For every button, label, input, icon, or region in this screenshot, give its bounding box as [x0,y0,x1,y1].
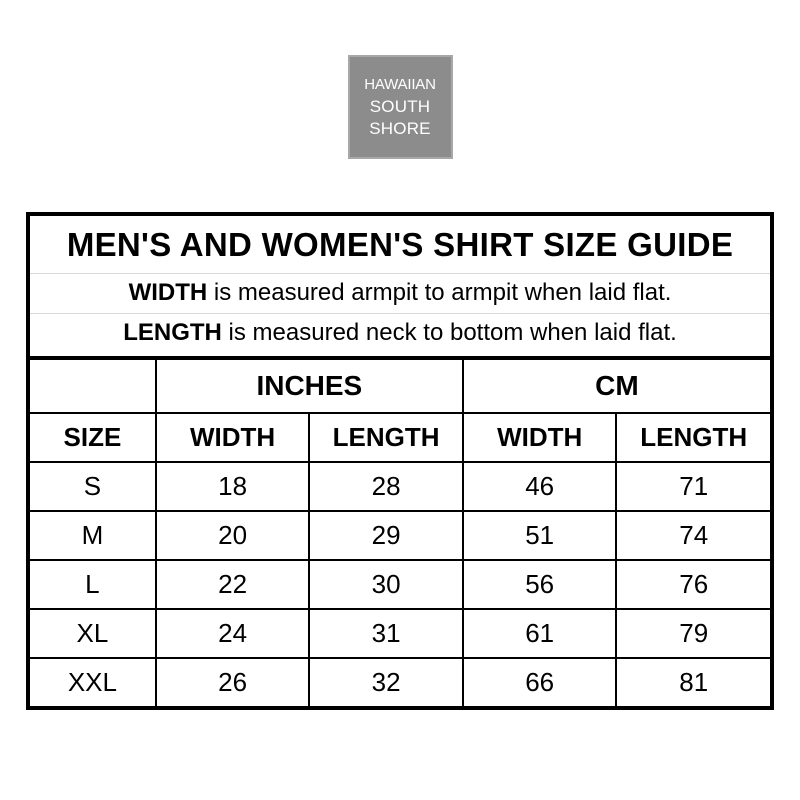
group-header-blank [30,358,156,413]
cell-inches-width: 20 [156,511,310,560]
cell-cm-length: 79 [616,609,770,658]
brand-line-3: SHORE [369,119,431,138]
column-header-inches-length: LENGTH [309,413,463,462]
length-note-text: is measured neck to bottom when laid flat. [221,319,677,347]
width-note [30,273,770,313]
cell-inches-width: 24 [156,609,310,658]
brand-line-1: HAWAIIAN [364,76,436,93]
column-header-cm-width: WIDTH [463,413,617,462]
cell-inches-width: 18 [156,462,310,511]
cell-size: XL [30,609,156,658]
width-note-keyword: WIDTH [128,278,208,306]
cell-inches-length: 29 [309,511,463,560]
cell-cm-width: 51 [463,511,617,560]
column-header-size: SIZE [30,413,156,462]
table-row [30,609,770,658]
cell-inches-length: 28 [309,462,463,511]
group-header-cm: CM [463,358,770,413]
table-column-header-row [30,413,770,462]
table-row [30,658,770,706]
cell-inches-width: 22 [156,560,310,609]
table-row [30,462,770,511]
table-group-header-row [30,358,770,413]
cell-size: XXL [30,658,156,706]
width-note-text: is measured armpit to armpit when laid flat. [207,278,672,306]
size-table [30,356,770,706]
table-row [30,560,770,609]
size-guide-card [26,212,774,710]
cell-inches-length: 32 [309,658,463,706]
cell-inches-length: 30 [309,560,463,609]
brand-line-2: SOUTH [369,97,431,116]
column-header-cm-length: LENGTH [616,413,770,462]
brand-logo [0,55,800,159]
cell-cm-length: 74 [616,511,770,560]
cell-size: M [30,511,156,560]
cell-cm-width: 61 [463,609,617,658]
cell-cm-width: 56 [463,560,617,609]
column-header-inches-width: WIDTH [156,413,310,462]
cell-inches-width: 26 [156,658,310,706]
cell-cm-length: 76 [616,560,770,609]
length-note-keyword: LENGTH [123,319,222,347]
cell-cm-length: 71 [616,462,770,511]
page-title: MEN'S AND WOMEN'S SHIRT SIZE GUIDE [66,226,734,263]
cell-size: L [30,560,156,609]
cell-inches-length: 31 [309,609,463,658]
table-row [30,511,770,560]
cell-size: S [30,462,156,511]
group-header-inches: INCHES [156,358,463,413]
cell-cm-width: 66 [463,658,617,706]
cell-cm-width: 46 [463,462,617,511]
length-note [30,313,770,356]
cell-cm-length: 81 [616,658,770,706]
brand-logo-box [348,55,453,159]
